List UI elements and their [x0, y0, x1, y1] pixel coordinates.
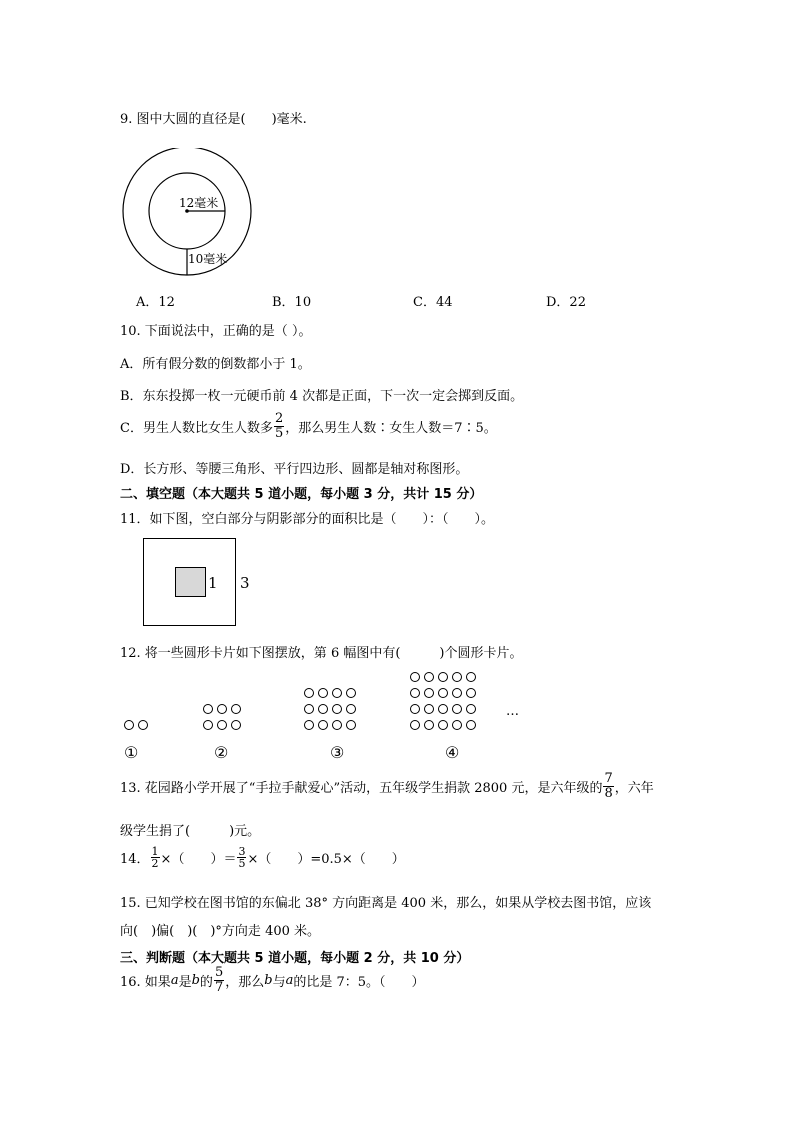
circle-card — [424, 672, 434, 682]
q16-mid-4: 与 — [272, 975, 286, 990]
q11-inner-side-label: 1 — [208, 574, 218, 592]
circle-card — [452, 704, 462, 714]
q10-c-suffix: ，那么男生人数∶女生人数＝7∶5。 — [285, 421, 497, 436]
circle-card — [304, 688, 314, 698]
circle-card — [438, 720, 448, 730]
q10-c-prefix: C．男生人数比女生人数多 — [120, 421, 273, 436]
q15-line-1: 15. 已知学校在图书馆的东偏北 38° 方向距离是 400 米，那么，如果从学校去图书馆，应该 — [120, 896, 652, 911]
q14-fraction-2 — [237, 846, 246, 869]
circle-card — [304, 704, 314, 714]
q16-frac-den: 7 — [214, 980, 224, 995]
q13-line-1-suffix: ，六年 — [614, 781, 654, 796]
section-3-heading: 三、判断题（本大题共 5 道小题，每小题 2 分，共 10 分） — [120, 951, 470, 966]
circle-card — [466, 672, 476, 682]
circle-card — [410, 672, 420, 682]
circle-card — [231, 720, 241, 730]
q16-var-b: b — [191, 973, 200, 988]
q9-option-a: A．12 — [136, 295, 175, 310]
q16-line — [120, 966, 425, 995]
circle-card — [424, 704, 434, 714]
q16-prefix: 16. 如果 — [120, 975, 171, 990]
pattern-1-label: ① — [124, 743, 139, 762]
q9-text: 9. 图中大圆的直径是( )毫米. — [120, 112, 307, 127]
circle-card — [346, 688, 356, 698]
q13-line-1 — [120, 772, 654, 801]
pattern-4-row-4 — [410, 720, 476, 730]
pattern-3-row-3 — [304, 720, 356, 730]
circle-card — [318, 704, 328, 714]
circle-card — [217, 704, 227, 714]
q14-frac1-den: 2 — [151, 857, 159, 870]
q10-c-frac-num: 2 — [274, 411, 284, 426]
pattern-4-row-2 — [410, 688, 476, 698]
pattern-2-row-2 — [203, 720, 241, 730]
circle-card — [203, 720, 213, 730]
pattern-3-label: ③ — [330, 743, 345, 762]
circle-card — [410, 688, 420, 698]
q11-outer-side-label: 3 — [240, 574, 250, 592]
q13-line-2: 级学生捐了( )元。 — [120, 824, 261, 839]
q10-option-d: D．长方形、等腰三角形、平行四边形、圆都是轴对称图形。 — [120, 462, 469, 477]
q16-fraction — [214, 966, 224, 995]
q12-ellipsis: … — [506, 704, 519, 719]
q11-text: 11．如下图，空白部分与阴影部分的面积比是（ ）：（ ）。 — [120, 512, 495, 527]
pattern-4-row-1 — [410, 672, 476, 682]
q10-option-c — [120, 412, 497, 441]
section-2-heading: 二、填空题（本大题共 5 道小题，每小题 3 分，共计 15 分） — [120, 487, 483, 502]
circle-card — [231, 704, 241, 714]
pattern-2-row-1 — [203, 704, 241, 714]
q16-suffix: 的比是 7：5。（ ） — [293, 975, 425, 990]
q9-option-d: D．22 — [546, 295, 586, 310]
q16-var-b2: b — [264, 973, 273, 988]
q16-mid-1: 是 — [178, 975, 192, 990]
circle-card — [304, 720, 314, 730]
q14-frac2-num: 3 — [238, 845, 246, 858]
q14-part-1: ×（ ）＝ — [160, 852, 237, 867]
q11-shaded-square — [175, 567, 206, 597]
pattern-3-row-2 — [304, 704, 356, 714]
circle-card — [346, 720, 356, 730]
q10-option-b: B．东东投掷一枚一元硬币前 4 次都是正面，下一次一定会掷到反面。 — [120, 389, 524, 404]
circle-card — [346, 704, 356, 714]
circle-card — [410, 720, 420, 730]
pattern-4-row-3 — [410, 704, 476, 714]
q13-frac-num: 7 — [604, 771, 613, 786]
circle-card — [332, 720, 342, 730]
q13-line-1-prefix: 13. 花园路小学开展了“手拉手献爱心”活动，五年级学生捐款 2800 元，是六年级的 — [120, 781, 603, 796]
q16-frac-num: 5 — [214, 965, 224, 980]
pattern-3-row-1 — [304, 688, 356, 698]
circle-card — [438, 704, 448, 714]
circle-card — [138, 720, 148, 730]
q14-frac1-num: 1 — [151, 845, 159, 858]
circle-card — [452, 688, 462, 698]
circle-card — [332, 688, 342, 698]
circle-card — [410, 704, 420, 714]
q9-option-b: B．10 — [272, 295, 312, 310]
q16-var-a2: a — [285, 973, 294, 988]
q13-fraction — [603, 772, 613, 801]
q16-mid-3: ，那么 — [225, 975, 265, 990]
q9-ring-width-label: 10毫米 — [188, 252, 228, 266]
q16-var-a: a — [170, 973, 179, 988]
q10-c-frac-den: 5 — [274, 426, 284, 441]
pattern-1-row-1 — [124, 720, 148, 730]
q10-text: 10. 下面说法中，正确的是（ ）。 — [120, 324, 312, 339]
circle-card — [203, 704, 213, 714]
q14-fraction-1 — [151, 846, 160, 869]
circle-card — [466, 704, 476, 714]
q16-mid-2: 的 — [199, 975, 213, 990]
circle-card — [424, 688, 434, 698]
circle-card — [332, 704, 342, 714]
q14-number: 14． — [120, 852, 150, 867]
q9-inner-radius-label: 12毫米 — [179, 196, 219, 210]
circle-card — [438, 672, 448, 682]
circle-card — [124, 720, 134, 730]
q14-line — [120, 846, 405, 869]
q9-option-c: C．44 — [413, 295, 453, 310]
q10-option-a: A．所有假分数的倒数都小于 1。 — [120, 357, 311, 372]
circle-card — [452, 720, 462, 730]
circle-card — [424, 720, 434, 730]
q13-frac-den: 8 — [604, 786, 613, 801]
circle-card — [452, 672, 462, 682]
q14-frac2-den: 5 — [238, 857, 246, 870]
q15-line-2: 向( )偏( )( )°方向走 400 米。 — [120, 924, 321, 939]
circle-card — [438, 688, 448, 698]
circle-card — [217, 720, 227, 730]
circle-card — [466, 688, 476, 698]
q14-part-2: ×（ ）=0.5×（ ） — [247, 852, 405, 867]
pattern-2-label: ② — [214, 743, 229, 762]
q12-text: 12. 将一些圆形卡片如下图摆放，第 6 幅图中有( )个圆形卡片。 — [120, 646, 523, 661]
circle-card — [318, 688, 328, 698]
q10-c-fraction — [274, 412, 284, 441]
circle-card — [318, 720, 328, 730]
pattern-4-label: ④ — [445, 743, 460, 762]
circle-card — [466, 720, 476, 730]
